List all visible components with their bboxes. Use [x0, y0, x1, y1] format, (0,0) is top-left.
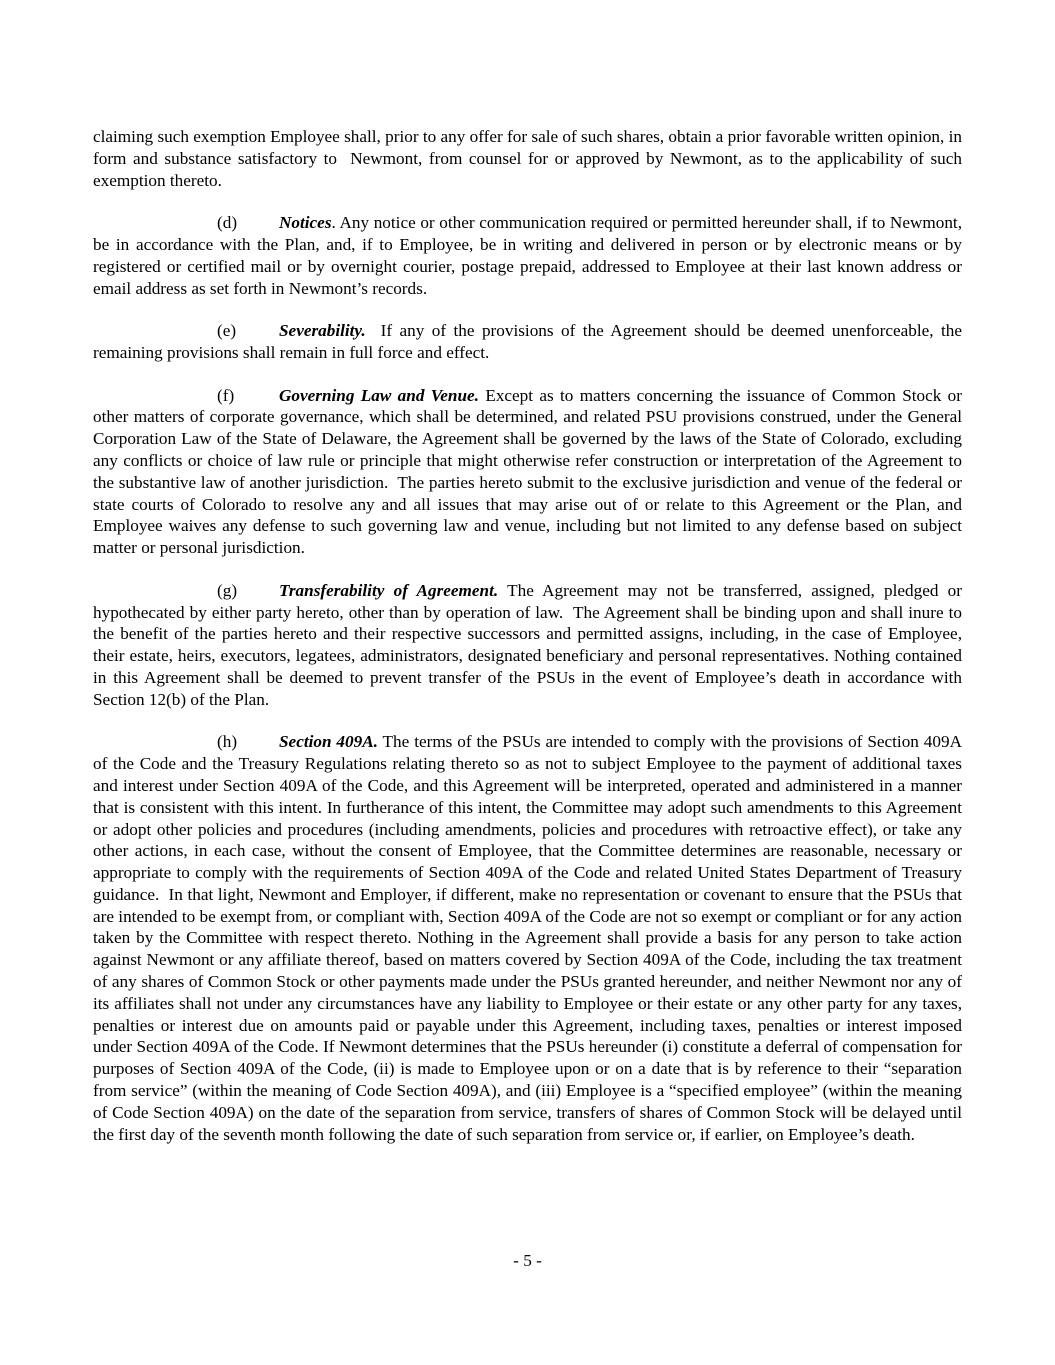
section-governing-law	[93, 385, 962, 559]
section-heading: Notices	[279, 213, 332, 233]
section-severability	[93, 320, 962, 364]
section-label: (f)	[217, 385, 235, 405]
section-heading: Severability.	[279, 321, 366, 341]
section-heading: Governing Law and Venue.	[279, 385, 479, 405]
section-heading: Transferability of Agreement.	[279, 580, 499, 600]
page-number: - 5 -	[513, 1251, 542, 1270]
section-text: The terms of the PSUs are intended to comply with the provisions of Section 409A of the Code and the Treasury Regulations relating thereto so as not to subject Employee to the payment of additional taxes and interest under Section 409A of the Code, and this Agreement will be interpreted, operated and administered in a manner that is consistent with this intent. In furtherance of this intent, the Committee may adopt such amendments to this Agreement or adopt other policies and procedures (including amendments, policies and procedures with retroactive effect), or take any other actions, in each case, without the consent of Employee, that the Committee determines are reasonable, necessary or appropriate to comply with the requirements of Section 409A of the Code and related United States Department of Treasury guidance. In that light, Newmont and Employer, if different, make no representation or covenant to ensure that the PSUs that are intended to be exempt from, or compliant with, Section 409A of the Code are not so exempt or compliant or for any action taken by the Committee with respect thereto. Nothing in the Agreement shall provide a basis for any person to take action against Newmont or any affiliate thereof, based on matters covered by Section 409A of the Code, including the tax treatment of any shares of Common Stock or other payments made under the PSUs granted hereunder, and neither Newmont nor any of its affiliates shall not under any circumstances have any liability to Employee or their estate or any other party for any taxes, penalties or interest due on amounts paid or payable under this Agreement, including taxes, penalties or interest imposed under Section 409A of the Code. If Newmont determines that the PSUs hereunder (i) constitute a deferral of compensation for purposes of Section 409A of the Code, (ii) is made to Employee upon or on a date that is by reference to their “separation from service” (within the meaning of Code Section 409A), and (iii) Employee is a “specified employee” (within the meaning of Code Section 409A) on the date of the separation from service, transfers of shares of Common Stock will be delayed until the first day of the seventh month following the date of such separation from service or, if earlier, on Employee’s death.	[93, 732, 962, 1144]
section-409a	[93, 731, 962, 1145]
section-text: The Agreement may not be transferred, assigned, pledged or hypothecated by either party hereto, other than by operation of law. The Agreement shall be binding upon and shall inure to the benefit of the parties hereto and their respective successors and permitted assigns, including, in the case of Employee, their estate, heirs, executors, legatees, administrators, designated beneficiary and personal representatives. Nothing contained in this Agreement shall be deemed to prevent transfer of the PSUs in the event of Employee’s death in accordance with Section 12(b) of the Plan.	[93, 580, 962, 709]
section-text: . Any notice or other communication required or permitted hereunder shall, if to Newmont, be in accordance with the Plan, and, if to Employee, be in writing and delivered in person or by electronic means or by registered or certified mail or by overnight courier, postage prepaid, addressed to Employee at their last known address or email address as set forth in Newmont’s records.	[93, 213, 962, 298]
section-label: (h)	[217, 732, 238, 752]
section-text: If any of the provisions of the Agreement should be deemed unenforceable, the remaining provisions shall remain in full force and effect.	[93, 321, 962, 362]
section-notices	[93, 212, 962, 299]
section-heading: Section 409A.	[279, 732, 378, 752]
section-transferability	[93, 580, 962, 711]
section-label: (e)	[217, 321, 237, 341]
continuation-paragraph: claiming such exemption Employee shall, prior to any offer for sale of such shares, obtain a prior favorable written opinion, in form and substance satisfactory to Newmont, from counsel for or approved by Newmont, as to the applicability of such exemption thereto.	[93, 127, 962, 190]
section-text: Except as to matters concerning the issuance of Common Stock or other matters of corporate governance, which shall be determined, and related PSU provisions construed, under the General Corporation Law of the State of Delaware, the Agreement shall be governed by the laws of the State of Colorado, excluding any conflicts or choice of law rule or principle that might otherwise refer construction or interpretation of the Agreement to the substantive law of another jurisdiction. The parties hereto submit to the exclusive jurisdiction and venue of the federal or state courts of Colorado to resolve any and all issues that may arise out of or relate to this Agreement or the Plan, and Employee waives any defense to such governing law and venue, including but not limited to any defense based on subject matter or personal jurisdiction.	[93, 385, 962, 558]
section-label: (d)	[217, 213, 238, 233]
document-body	[93, 126, 962, 1166]
section-label: (g)	[217, 580, 238, 600]
